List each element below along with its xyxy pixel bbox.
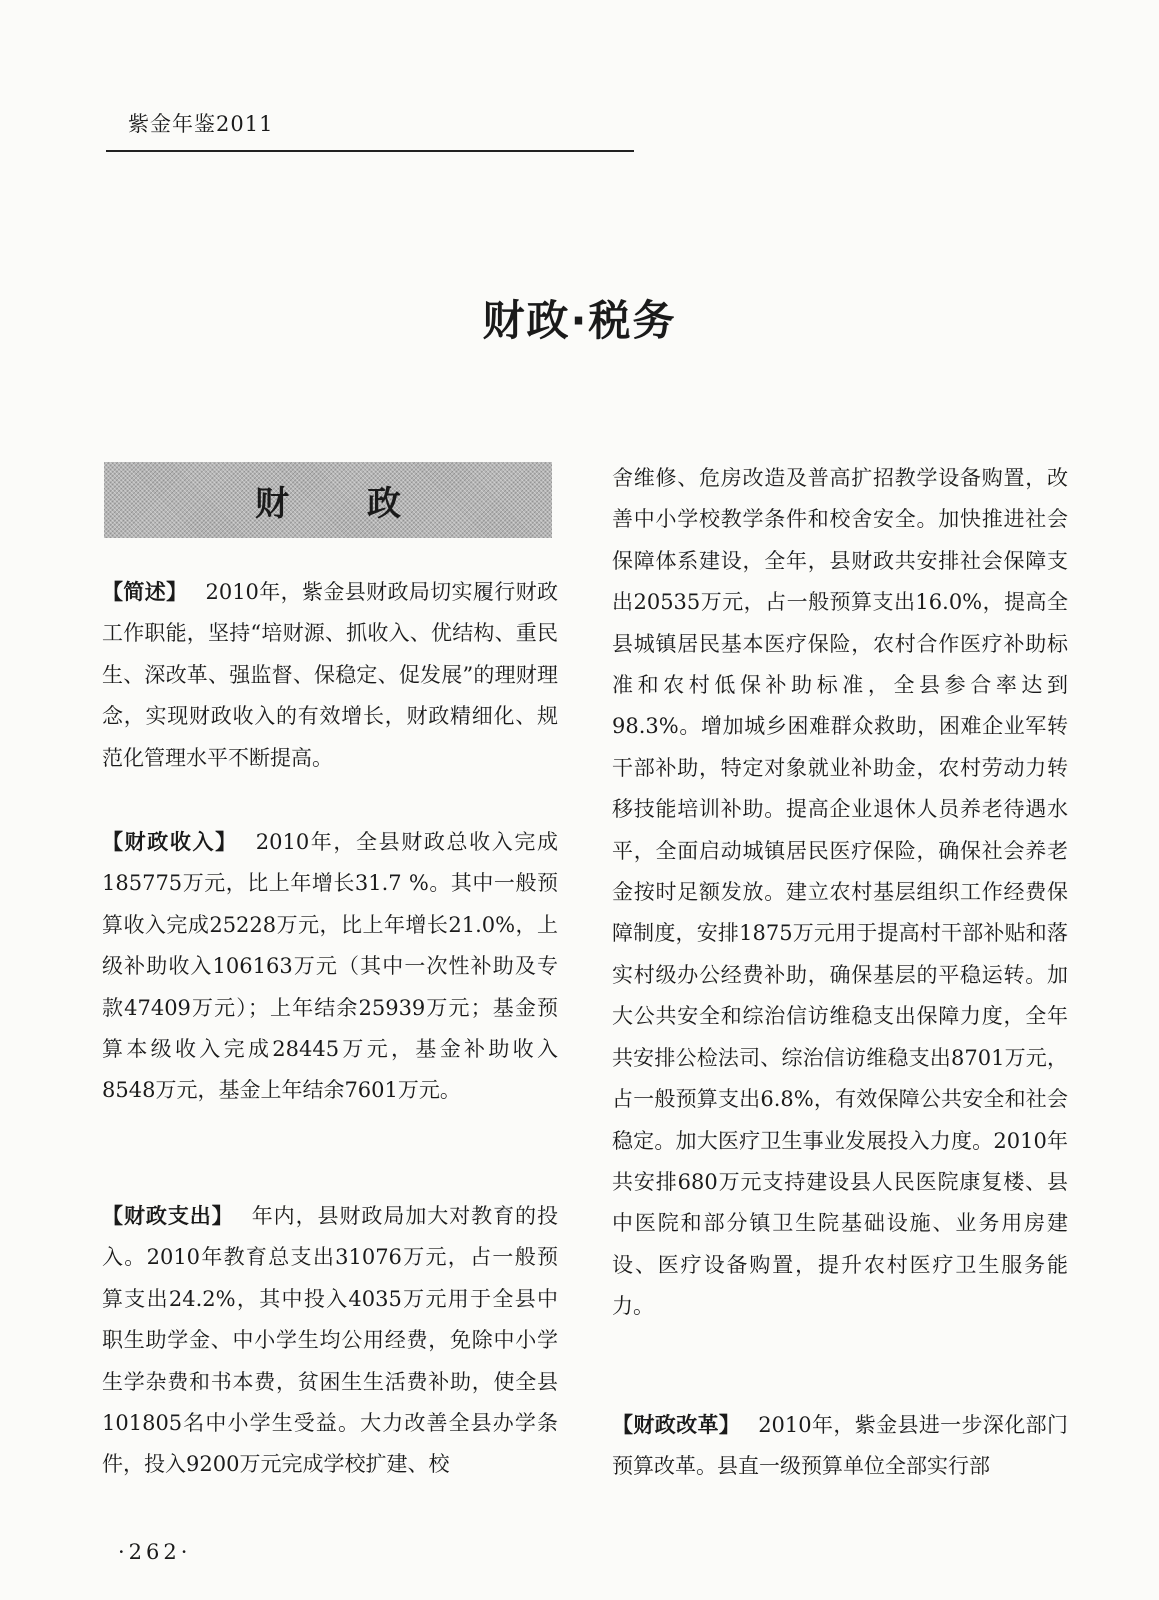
paragraph-text: 2010年，紫金县财政局切实履行财政工作职能，坚持“培财源、抓收入、优结构、重民生、深改革、强监督、保稳定、促发展”的理财理念，实现财政收入的有效增长，财政精细化、规范化管理水平不断提高。 <box>102 580 559 770</box>
paragraph-text: 2010年，紫金县进一步深化部门预算改革。县直一级预算单位全部实行部 <box>612 1413 1068 1479</box>
page-number: ·262· <box>118 1540 192 1564</box>
running-head: 紫金年鉴2011 <box>128 112 274 136</box>
header-rule <box>106 150 634 152</box>
paragraph-overview <box>102 572 558 779</box>
paragraph-expenditure-continued <box>612 458 1068 1328</box>
paragraph-expenditure <box>102 1196 558 1486</box>
paragraph-heading: 【财政支出】 <box>102 1204 234 1228</box>
paragraph-revenue <box>102 822 558 1112</box>
section-title: 财政 <box>255 483 479 524</box>
paragraph-text: 舍维修、危房改造及普高扩招教学设备购置，改善中小学校教学条件和校舍安全。加快推进社会保障体系建设，全年，县财政共安排社会保障支出20535万元，占一般预算支出16.0%，提高全县城镇居民基本医疗保险，农村合作医疗补助标准和农村低保补助标准，全县参合率达到98.3%。增加城乡困难群众救助，困难企业军转干部补助，特定对象就业补助金，农村劳动力转移技能培训补助。提高企业退休人员养老待遇水平，全面启动城镇居民医疗保险，确保社会养老金按时足额发放。建立农村基层组织工作经费保障制度，安排1875万元用于提高村干部补贴和落实村级办公经费补助，确保基层的平稳运转。加大公共安全和综治信访维稳支出保障力度，全年共安排公检法司、综治信访维稳支出8701万元，占一般预算支出6.8%，有效保障公共安全和社会稳定。加大医疗卫生事业发展投入力度。2010年共安排680万元支持建设县人民医院康复楼、县中医院和部分镇卫生院基础设施、业务用房建设、医疗设备购置，提升农村医疗卫生服务能力。 <box>612 466 1068 1319</box>
paragraph-text: 2010年，全县财政总收入完成185775万元，比上年增长31.7 %。其中一般预算收入完成25228万元，比上年增长21.0%，上级补助收入106163万元（其中一次性补助及专款47409万元）；上年结余25939万元；基金预算本级收入完成28445万元，基金补助收入8548万元，基金上年结余7601万元。 <box>102 830 559 1103</box>
paragraph-heading: 【财政改革】 <box>612 1413 741 1437</box>
section-title-box <box>104 462 552 538</box>
chapter-title: 财政·税务 <box>482 296 677 345</box>
paragraph-heading: 【财政收入】 <box>102 830 238 854</box>
paragraph-reform <box>612 1405 1068 1488</box>
paragraph-text: 年内，县财政局加大对教育的投入。2010年教育总支出31076万元，占一般预算支出24.2%，其中投入4035万元用于全县中职生助学金、中小学生均公用经费，免除中小学生学杂费和书本费，贫困生生活费补助，使全县101805名中小学生受益。大力改善全县办学条件，投入9200万元完成学校扩建、校 <box>102 1204 559 1477</box>
paragraph-heading: 【简述】 <box>102 580 188 604</box>
